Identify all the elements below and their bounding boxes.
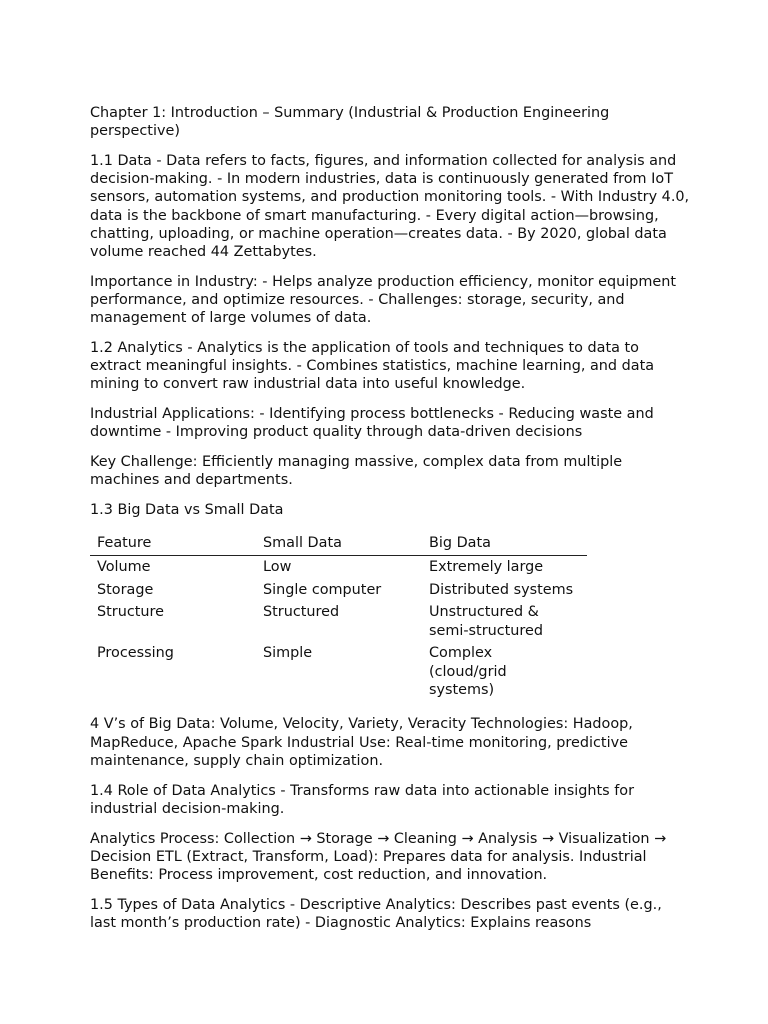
document-title: Chapter 1: Introduction – Summary (Industrial & Production Engineering perspective) [90,105,610,140]
table-cell: Single computer [263,581,382,598]
table-row [90,579,587,602]
table-header-cell: Feature [90,532,256,556]
big-data-heading: 1.3 Big Data vs Small Data [90,501,284,518]
table-cell: Storage [97,581,154,598]
section-data-paragraph: 1.1 Data - Data refers to facts, figures, and information collected for analysis and decision-making. - In modern industries, data is continuously generated from IoT sensors, automation systems, and production monitoring tools. - With Industry 4.0, data is the backbone of smart manufacturing. - Every digital action—browsing, chatting, uploading, or machine operation—creates data. - By 2020, global data volume reached 44 Zettabytes. [90,152,690,260]
table-row [90,556,587,579]
key-challenge-paragraph: Key Challenge: Efficiently managing massive, complex data from multiple machines and departments. [90,453,623,488]
four-vs-paragraph: 4 V’s of Big Data: Volume, Velocity, Variety, Veracity Technologies: Hadoop, MapReduce, Apache Spark Industrial Use: Real-time monitoring, predictive maintenance, supply chain optimization. [90,716,633,769]
table-cell: Structure [97,604,164,621]
table-header-cell: Small Data [256,532,422,556]
types-paragraph: 1.5 Types of Data Analytics - Descriptive Analytics: Describes past events (e.g., last month’s production rate) - Diagnostic Analytics: Explains reasons [90,896,662,931]
table-cell: Volume [97,559,151,576]
document-page [90,104,690,944]
table-cell: Extremely large [429,559,544,576]
table-cell: Distributed systems [429,581,574,598]
comparison-table [90,532,587,702]
applications-paragraph: Industrial Applications: - Identifying process bottlenecks - Reducing waste and downtime - Improving product quality through data-driven decisions [90,405,654,441]
table-row [90,642,587,701]
table-header-cell: Big Data [422,532,587,556]
table-cell: Simple [263,645,313,662]
table-cell: Structured [263,604,340,621]
table-cell: Processing [97,645,174,662]
table-cell: Unstructured & semi-structured [429,604,544,639]
section-analytics-paragraph: 1.2 Analytics - Analytics is the application of tools and techniques to data to extract meaningful insights. - Combines statistics, machine learning, and data mining to convert raw industrial data into useful knowledge. [90,339,655,393]
role-paragraph: 1.4 Role of Data Analytics - Transforms raw data into actionable insights for industrial decision-making. [90,782,635,817]
analytics-process-paragraph: Analytics Process: Collection → Storage → Cleaning → Analysis → Visualization → Decision ETL (Extract, Transform, Load): Prepares data for analysis. Industrial Benefits: Process improvement, cost reduction, and innovation. [90,830,667,883]
table-row [90,601,587,642]
table-cell: Complex (cloud/grid systems) [429,645,507,698]
table-header-row [90,532,587,556]
importance-paragraph: Importance in Industry: - Helps analyze production efficiency, monitor equipment performance, and optimize resources. - Challenges: storage, security, and management of large volumes of data. [90,273,677,327]
table-cell: Low [263,559,292,576]
